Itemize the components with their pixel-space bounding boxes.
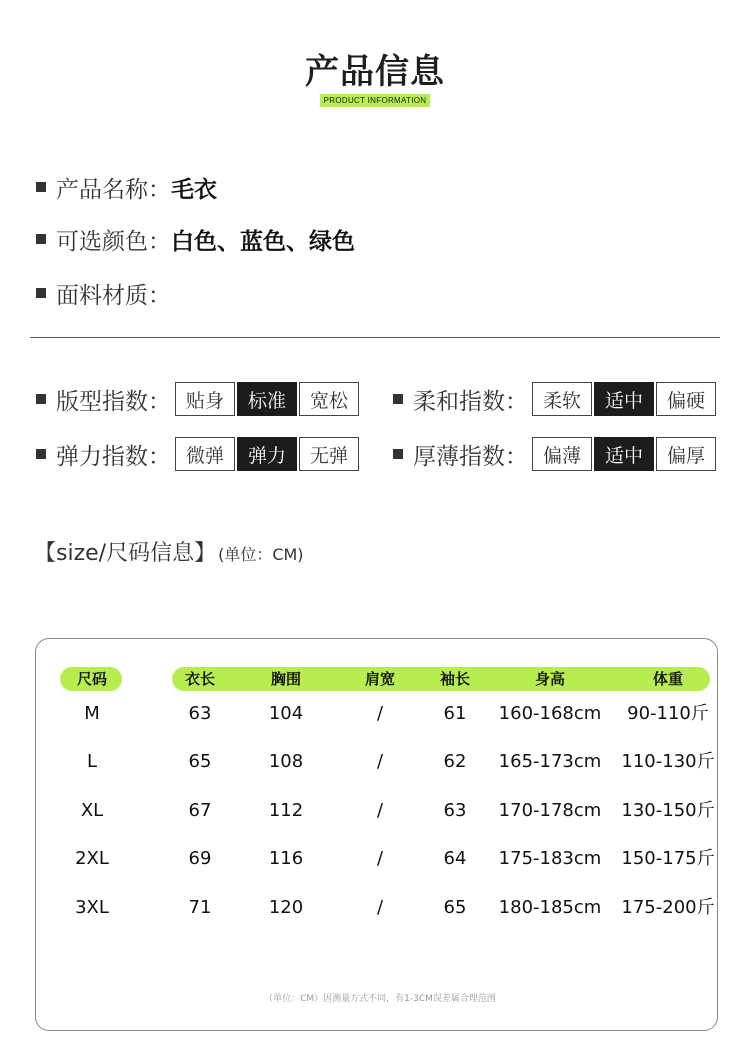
spec-option: 适中 — [594, 437, 654, 471]
info-row-colors — [36, 223, 355, 255]
spec-option: 标准 — [237, 382, 297, 416]
header-col-height: 身高 — [534, 670, 566, 688]
spec-elasticity — [36, 436, 361, 472]
spec-option: 无弹 — [299, 437, 359, 471]
info-label: 面料材质： — [56, 282, 171, 309]
header-col-chest: 胸围 — [270, 670, 302, 688]
spec-option: 微弹 — [175, 437, 235, 471]
table-cell: 150-175斤 — [621, 848, 715, 869]
bullet-icon — [36, 288, 46, 298]
header-col-shoulder: 肩宽 — [364, 670, 396, 688]
header-col-sleeve: 袖长 — [439, 670, 471, 688]
info-label: 可选颜色： — [56, 228, 171, 255]
table-cell: 67 — [188, 800, 212, 821]
table-cell: / — [376, 848, 384, 869]
size-unit: (单位：CM) — [218, 545, 304, 564]
table-cell: 65 — [188, 751, 212, 772]
table-cell: 62 — [443, 751, 467, 772]
table-cell: 71 — [188, 897, 212, 918]
spec-label: 厚薄指数： — [413, 443, 528, 470]
bullet-icon — [36, 394, 46, 404]
table-cell: 112 — [268, 800, 304, 821]
info-row-product-name — [36, 171, 217, 203]
header-col-size: 尺码 — [76, 670, 108, 688]
table-cell: 110-130斤 — [621, 751, 715, 772]
table-cell: L — [86, 751, 98, 772]
page-subtitle: PRODUCT INFORMATION — [320, 94, 430, 107]
spec-option: 偏硬 — [656, 382, 716, 416]
spec-label: 版型指数： — [56, 388, 171, 415]
table-cell: / — [376, 751, 384, 772]
bullet-icon — [36, 182, 46, 192]
spec-softness — [393, 381, 718, 417]
table-cell: 3XL — [75, 897, 109, 918]
bullet-icon — [393, 394, 403, 404]
table-cell: 170-178cm — [498, 800, 602, 821]
spec-option: 弹力 — [237, 437, 297, 471]
info-label: 产品名称： — [56, 176, 171, 203]
spec-label: 柔和指数： — [413, 388, 528, 415]
table-cell: 175-183cm — [498, 848, 602, 869]
size-heading — [34, 536, 304, 567]
table-cell: / — [376, 703, 384, 724]
table-cell: 108 — [268, 751, 304, 772]
table-cell: 120 — [268, 897, 304, 918]
spec-option: 贴身 — [175, 382, 235, 416]
spec-option: 偏厚 — [656, 437, 716, 471]
divider — [30, 337, 720, 338]
bullet-icon — [36, 449, 46, 459]
table-cell: 180-185cm — [498, 897, 602, 918]
table-cell: 61 — [443, 703, 467, 724]
table-cell: 90-110斤 — [627, 703, 709, 724]
table-cell: 2XL — [75, 848, 109, 869]
spec-label: 弹力指数： — [56, 443, 171, 470]
spec-option: 宽松 — [299, 382, 359, 416]
header-col-weight: 体重 — [652, 670, 684, 688]
table-cell: 104 — [268, 703, 304, 724]
spec-option: 偏薄 — [532, 437, 592, 471]
table-cell: / — [376, 897, 384, 918]
table-cell: 63 — [443, 800, 467, 821]
table-cell: M — [84, 703, 100, 724]
size-footnote: （单位：CM）因测量方式不同，有1-3CM误差属合理范围 — [264, 994, 496, 1004]
spec-thickness — [393, 436, 718, 472]
bullet-icon — [36, 234, 46, 244]
table-cell: XL — [80, 800, 104, 821]
spec-option: 柔软 — [532, 382, 592, 416]
table-cell: 175-200斤 — [621, 897, 715, 918]
size-table-card — [35, 638, 718, 1031]
size-heading-text: 【size/尺码信息】 — [34, 541, 217, 566]
spec-fit — [36, 381, 361, 417]
table-cell: 69 — [188, 848, 212, 869]
table-cell: 160-168cm — [498, 703, 602, 724]
spec-option: 适中 — [594, 382, 654, 416]
table-cell: 64 — [443, 848, 467, 869]
table-cell: 65 — [443, 897, 467, 918]
table-cell: 63 — [188, 703, 212, 724]
table-cell: 165-173cm — [498, 751, 602, 772]
info-value: 毛衣 — [171, 176, 217, 203]
info-row-material — [36, 277, 171, 309]
table-cell: / — [376, 800, 384, 821]
table-cell: 130-150斤 — [621, 800, 715, 821]
table-cell: 116 — [268, 848, 304, 869]
header-col-length: 衣长 — [184, 670, 216, 688]
info-value: 白色、蓝色、绿色 — [171, 228, 355, 255]
bullet-icon — [393, 449, 403, 459]
page-title: 产品信息 — [305, 52, 445, 92]
